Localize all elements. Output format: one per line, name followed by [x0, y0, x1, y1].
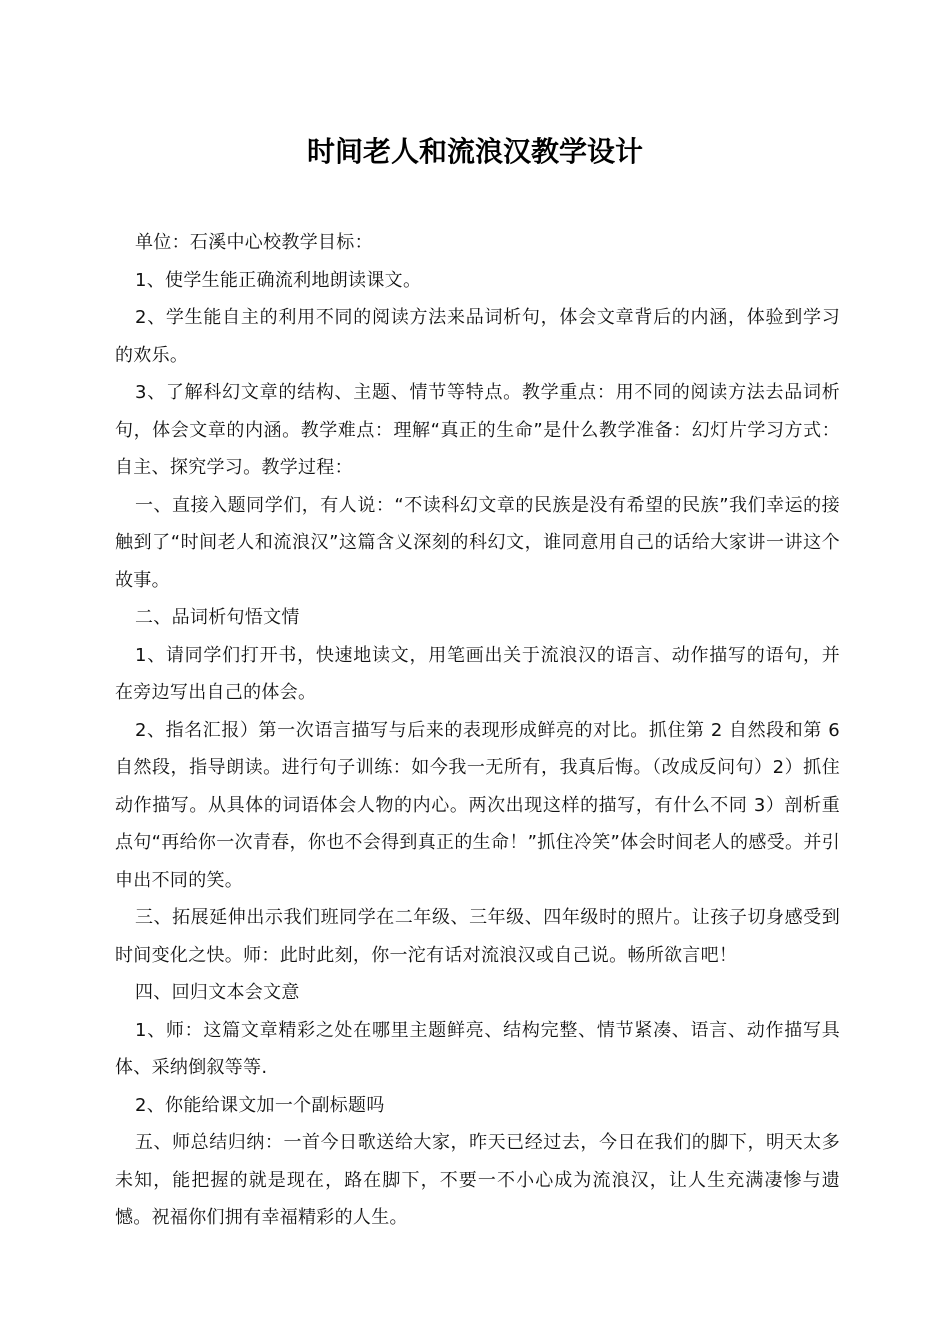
document-body: [115, 224, 840, 1237]
paragraph-section-5: 五、师总结归纳：一首今日歌送给大家，昨天已经过去，今日在我们的脚下，明天太多未知，能把握的就是现在，路在脚下，不要一不小心成为流浪汉，让人生充满凄惨与遗憾。祝福你们拥有幸福精彩的人生。: [115, 1132, 840, 1228]
paragraph-objective-1: 1、使学生能正确流利地朗读课文。: [135, 269, 422, 291]
paragraph-unit-objectives: 单位：石溪中心校教学目标：: [135, 232, 373, 253]
paragraph-section-4-item-1: 1、师：这篇文章精彩之处在哪里主题鲜亮、结构完整、情节紧凑、语言、动作描写具体、采纳倒叙等等.: [115, 1019, 840, 1078]
paragraph-section-2-item-1: 1、请同学们打开书，快速地读文，用笔画出关于流浪汉的语言、动作描写的语句，并在旁边写出自己的体会。: [115, 644, 840, 703]
paragraph-section-2-item-2: 2、指名汇报）第一次语言描写与后来的表现形成鲜亮的对比。抓住第 2 自然段和第 6 自然段，指导朗读。进行句子训练：如今我一无所有，我真后悔。（改成反问句）2）抓住动作描写。从具体的词语体会人物的内心。两次出现这样的描写，有什么不同 3）剖析重点句“再给你一次青春，你也不会得到真正的生命！”抓住冷笑”体会时间老人的感受。并引申出不同的笑。: [115, 719, 840, 891]
paragraph-section-3: 三、拓展延伸出示我们班同学在二年级、三年级、四年级时的照片。让孩子切身感受到时间变化之快。师：此时此刻，你一沱有话对流浪汉或自己说。畅所欲言吧！: [115, 907, 840, 966]
paragraph-section-4-heading: 四、回归文本会文意: [135, 982, 300, 1003]
paragraph-objective-2: 2、学生能自主的利用不同的阅读方法来品词析句，体会文章背后的内涵，体验到学习的欢乐。: [115, 307, 840, 366]
document-title: 时间老人和流浪汉教学设计: [306, 135, 643, 168]
paragraph-section-1: 一、直接入题同学们，有人说：“不读科幻文章的民族是没有希望的民族”我们幸运的接触到了“时间老人和流浪汉”这篇含义深刻的科幻文，谁同意用自己的话给大家讲一讲这个故事。: [115, 494, 840, 591]
paragraph-section-2-heading: 二、品词析句悟文情: [135, 607, 300, 628]
paragraph-section-4-item-2: 2、你能给课文加一个副标题吗: [135, 1094, 385, 1116]
paragraph-objective-3: 3、了解科幻文章的结构、主题、情节等特点。教学重点：用不同的阅读方法去品词析句，体会文章的内涵。教学难点：理解“真正的生命”是什么教学准备：幻灯片学习方式：自主、探究学习。教学过程：: [115, 382, 840, 478]
